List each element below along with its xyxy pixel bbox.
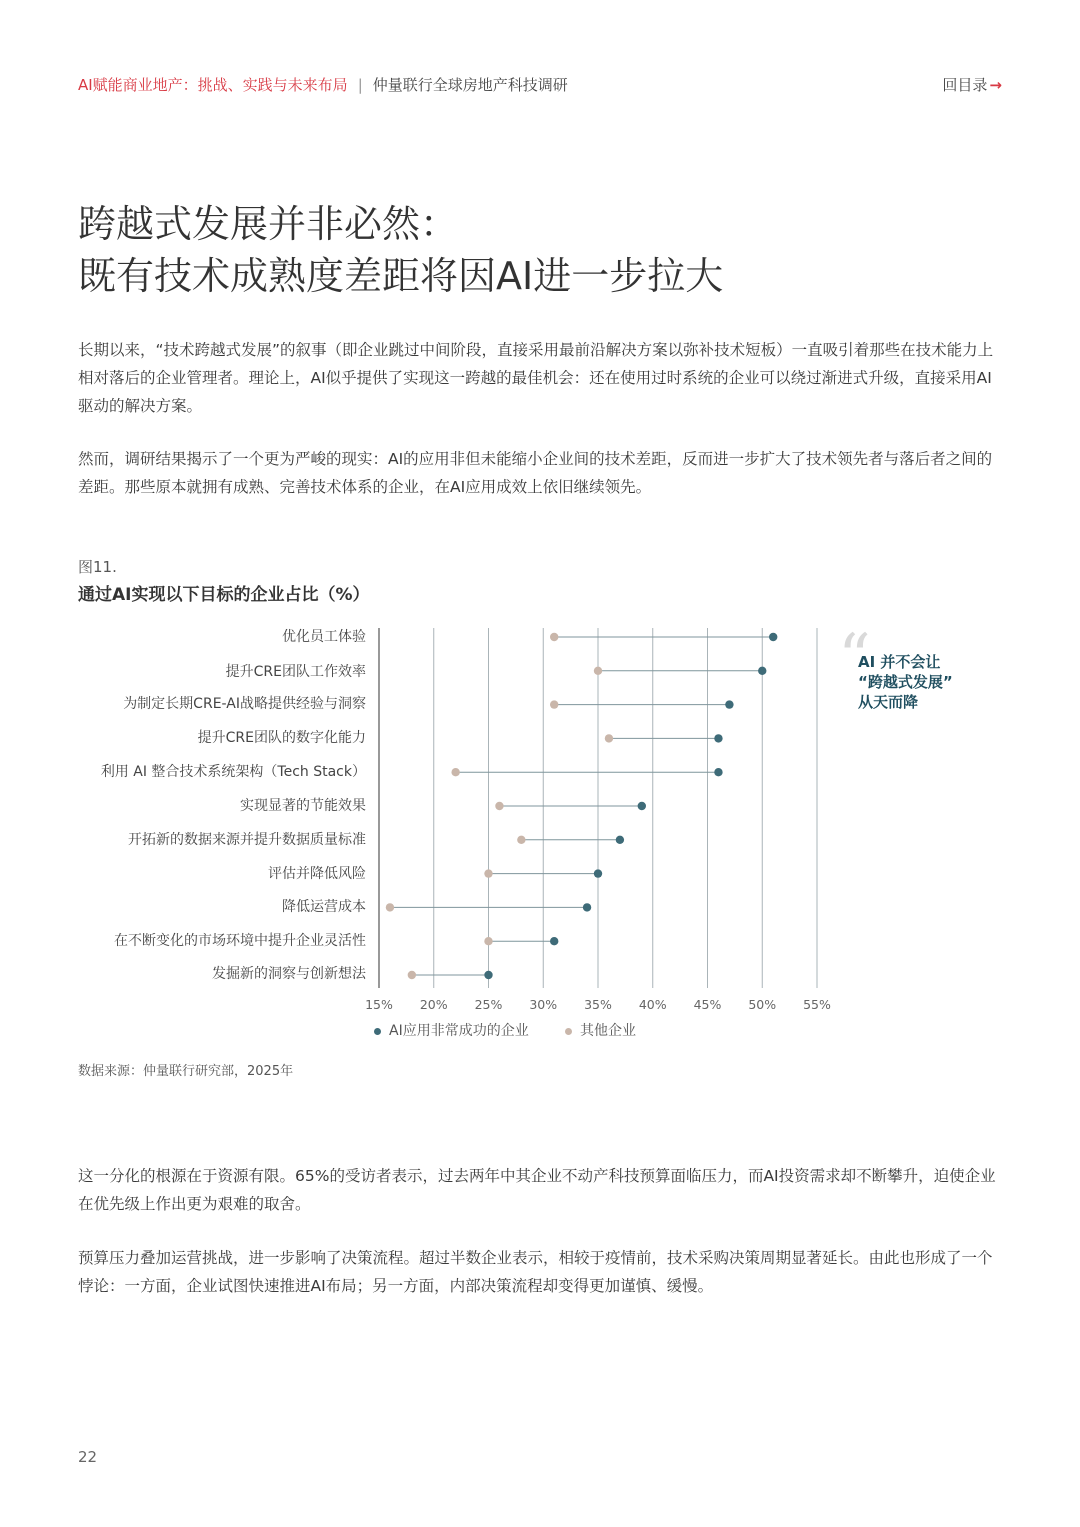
legend-item-other xyxy=(565,1020,636,1040)
category-label: 评估并降低风险 xyxy=(268,866,366,882)
figure-title: 通过AI实现以下目标的企业占比（%） xyxy=(78,585,370,605)
quote-line-1: AI 并不会让 xyxy=(858,653,941,671)
x-tick-label: 30% xyxy=(529,997,558,1012)
category-label: 实现显著的节能效果 xyxy=(240,798,366,814)
point-other xyxy=(594,667,602,675)
point-other xyxy=(605,734,613,742)
page-title-line-1: 跨越式发展并非必然： xyxy=(78,202,459,246)
x-tick-label: 35% xyxy=(584,997,612,1012)
x-tick-label: 55% xyxy=(803,997,831,1012)
x-tick-label: 50% xyxy=(748,997,777,1012)
point-success xyxy=(714,768,722,776)
x-tick-label: 15% xyxy=(365,997,393,1012)
page-number: 22 xyxy=(78,1448,98,1466)
legend-label: AI应用非常成功的企业 xyxy=(389,1023,529,1039)
point-success xyxy=(769,633,777,641)
point-other xyxy=(495,802,503,810)
quote-line-2: “跨越式发展” xyxy=(858,673,953,691)
category-label: 提升CRE团队工作效率 xyxy=(225,664,366,680)
point-other xyxy=(550,700,558,708)
category-label: 开拓新的数据来源并提升数据质量标准 xyxy=(128,832,366,848)
header-separator: | xyxy=(357,76,363,94)
back-to-toc-label[interactable]: 回目录 xyxy=(942,76,988,94)
x-tick-label: 40% xyxy=(638,997,667,1012)
point-success xyxy=(638,802,646,810)
arrow-right-icon[interactable]: → xyxy=(989,76,1002,94)
body-paragraph-4: 预算压力叠加运营挑战，进一步影响了决策流程。超过半数企业表示，相较于疫情前，技术采购决策周期显著延长。由此也形成了一个悖论：一方面，企业试图快速推进AI布局；另一方面，内部决策流程却变得更加谨慎、缓慢。 xyxy=(78,1249,993,1295)
point-success xyxy=(725,700,733,708)
point-success xyxy=(594,869,602,877)
point-success xyxy=(758,667,766,675)
category-label: 提升CRE团队的数字化能力 xyxy=(197,730,366,746)
figure-label: 图11. xyxy=(78,558,117,576)
category-label: 在不断变化的市场环境中提升企业灵活性 xyxy=(114,933,366,949)
legend-dot-icon xyxy=(374,1028,381,1035)
point-success xyxy=(714,734,722,742)
legend-item-success xyxy=(374,1020,529,1040)
point-success xyxy=(550,937,558,945)
point-success xyxy=(616,836,624,844)
category-label: 利用 AI 整合技术系统架构（Tech Stack） xyxy=(100,764,366,780)
x-tick-label: 45% xyxy=(693,997,722,1012)
figure-source: 数据来源：仲量联行研究部，2025年 xyxy=(78,1064,294,1079)
page-title-line-2: 既有技术成熟度差距将因AI进一步拉大 xyxy=(78,254,724,298)
point-other xyxy=(517,836,525,844)
point-other xyxy=(408,971,416,979)
point-other xyxy=(451,768,459,776)
point-other xyxy=(386,903,394,911)
point-success xyxy=(484,971,492,979)
category-label: 优化员工体验 xyxy=(282,629,366,645)
point-other xyxy=(484,869,492,877)
point-success xyxy=(583,903,591,911)
point-other xyxy=(484,937,492,945)
body-paragraph-1: 长期以来，“技术跨越式发展”的叙事（即企业跳过中间阶段，直接采用最前沿解决方案以弥补技术短板）一直吸引着那些在技术能力上相对落后的企业管理者。理论上，AI似乎提供了实现这一跨越的最佳机会：还在使用过时系统的企业可以绕过渐进式升级，直接采用AI驱动的解决方案。 xyxy=(78,341,994,415)
quote-mark-icon: “ xyxy=(838,621,871,695)
legend-label: 其他企业 xyxy=(580,1023,636,1039)
x-tick-label: 25% xyxy=(474,997,503,1012)
report-title: AI赋能商业地产：挑战、实践与未来布局 xyxy=(78,76,348,94)
legend-dot-icon xyxy=(565,1028,572,1035)
body-paragraph-3: 这一分化的根源在于资源有限。65%的受访者表示，过去两年中其企业不动产科技预算面临压力，而AI投资需求却不断攀升，迫使企业在优先级上作出更为艰难的取舍。 xyxy=(78,1167,996,1213)
point-other xyxy=(550,633,558,641)
category-label: 发掘新的洞察与创新想法 xyxy=(212,966,366,982)
body-paragraph-2: 然而，调研结果揭示了一个更为严峻的现实：AI的应用非但未能缩小企业间的技术差距，反而进一步扩大了技术领先者与落后者之间的差距。那些原本就拥有成熟、完善技术体系的企业，在AI应用成效上依旧继续领先。 xyxy=(78,450,993,496)
quote-line-3: 从天而降 xyxy=(858,693,919,711)
category-label: 降低运营成本 xyxy=(282,899,366,915)
quote-text xyxy=(858,652,953,712)
report-subtitle: 仲量联行全球房地产科技调研 xyxy=(372,76,568,94)
category-label: 为制定长期CRE-AI战略提供经验与洞察 xyxy=(123,696,366,712)
x-tick-label: 20% xyxy=(419,997,448,1012)
